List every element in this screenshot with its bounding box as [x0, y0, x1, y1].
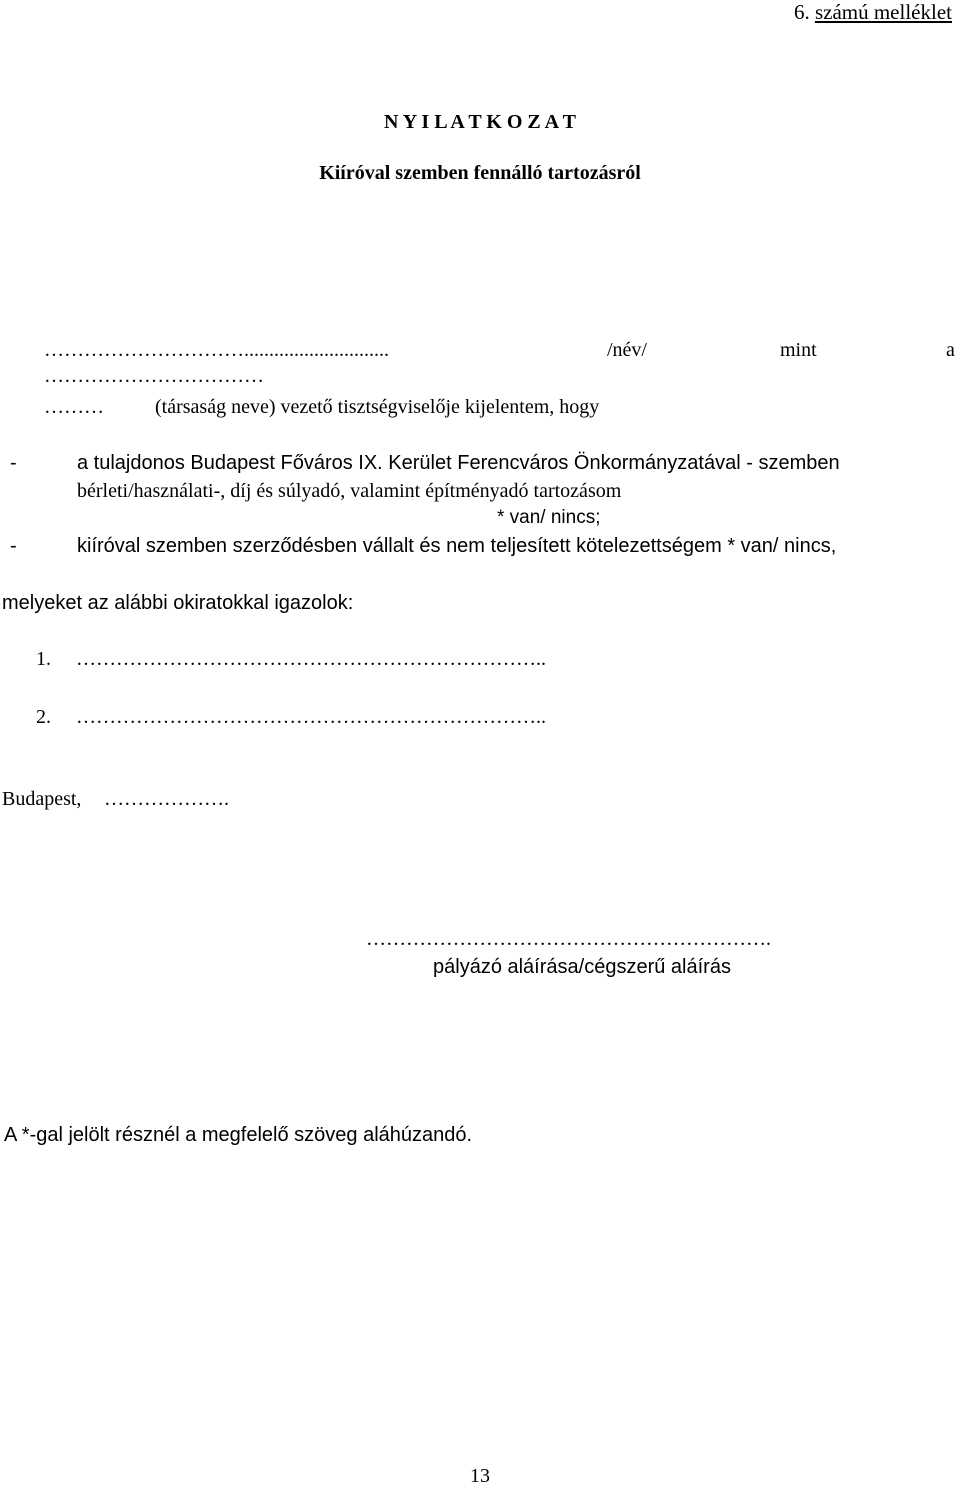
signature-label: pályázó aláírása/cégszerű aláírás — [433, 956, 731, 978]
proof-1-blank: …………………………………………………………….. — [76, 648, 546, 670]
proof-intro: melyeket az alábbi okiratokkal igazolok: — [2, 592, 354, 614]
company-blank: …………………………… — [44, 365, 264, 387]
annex-label — [794, 0, 952, 24]
item1-line1: a tulajdonos Budapest Főváros IX. Kerület Ferencváros Önkormányzatával - szemben — [77, 452, 840, 474]
company-blank-end: ……… — [44, 396, 104, 418]
document-title: N Y I L A T K O Z A T — [384, 111, 576, 133]
name-label: /név/ — [607, 339, 647, 361]
item1-dash: - — [10, 452, 17, 474]
declaration-intro: (társaság neve) vezető tisztségviselője kijelentem, hogy — [155, 396, 600, 418]
item2-dash: - — [10, 535, 17, 557]
annex-number: 6. — [793, 0, 815, 24]
footnote: A *-gal jelölt résznél a megfelelő szöveg aláhúzandó. — [4, 1124, 473, 1146]
proof-1-number: 1. — [36, 648, 51, 670]
proof-2-number: 2. — [36, 706, 51, 728]
item1-line2: bérleti/használati-, díj és súlyadó, valamint építményadó tartozásom — [77, 480, 622, 502]
date-blank: ………………. — [104, 788, 229, 810]
page-number: 13 — [470, 1465, 490, 1487]
item2-text: kiíróval szemben szerződésben vállalt és nem teljesített kötelezettségem * van/ nincs, — [77, 535, 837, 557]
as-label: mint — [780, 339, 817, 361]
article-label: a — [946, 339, 955, 361]
annex-text: számú melléklet — [814, 0, 952, 24]
item1-choice: * van/ nincs; — [497, 507, 601, 528]
document-subtitle: Kiíróval szemben fennálló tartozásról — [319, 162, 641, 184]
place-label: Budapest, — [2, 788, 82, 810]
name-blank: …………………………............................. — [44, 339, 389, 361]
signature-blank: ……………………………………………………. — [366, 928, 771, 950]
proof-2-blank: …………………………………………………………….. — [76, 706, 546, 728]
